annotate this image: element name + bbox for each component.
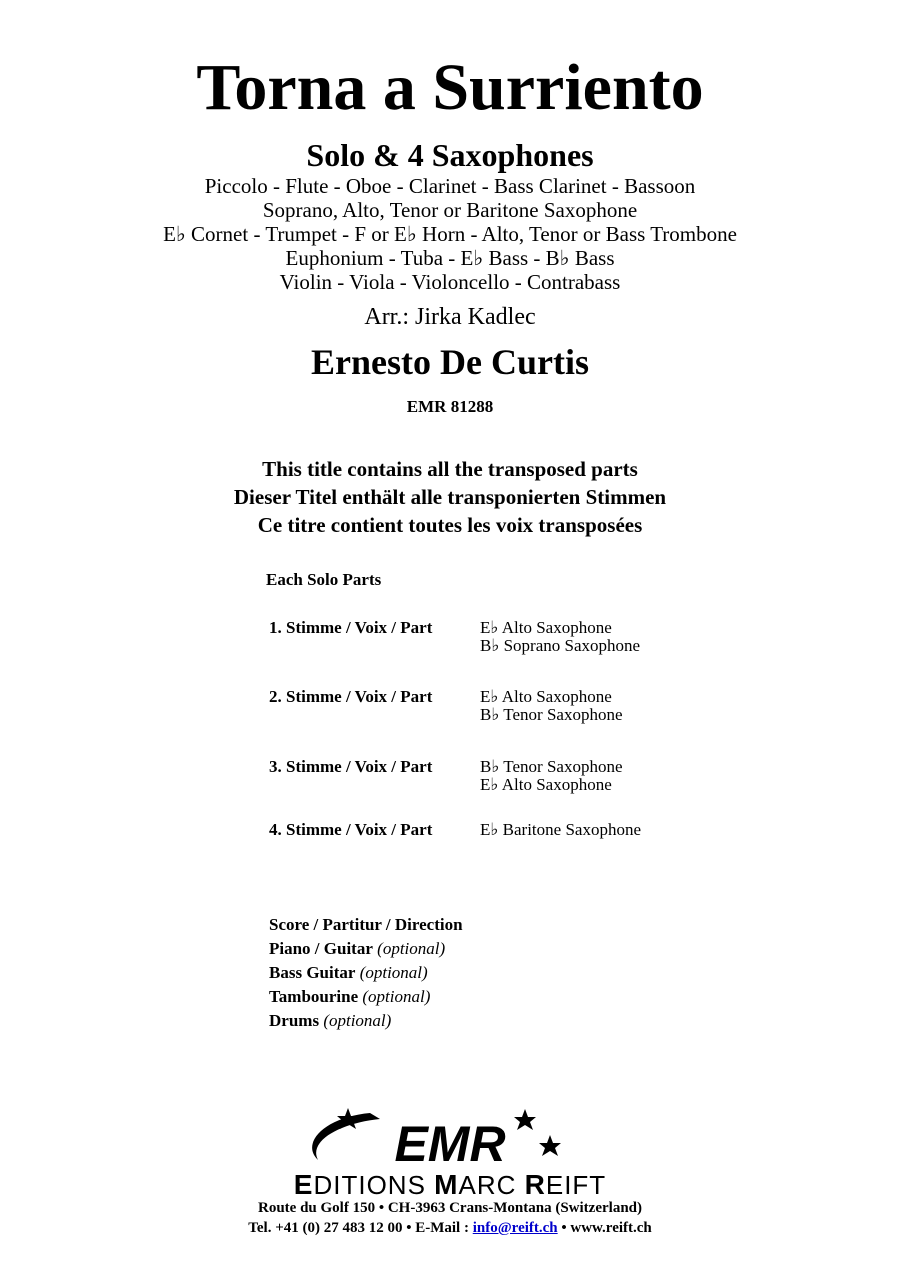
instrumentation-line: Violin - Viola - Violoncello - Contrabass: [279, 270, 621, 294]
part-label: 3. Stimme / Voix / Part: [269, 757, 433, 776]
part-label: 1. Stimme / Voix / Part: [269, 618, 433, 637]
extra-part-name: Bass Guitar: [269, 963, 356, 982]
instrumentation-line: E♭ Cornet - Trumpet - F or E♭ Horn - Alto, Tenor or Bass Trombone: [163, 222, 737, 246]
publisher-address: Route du Golf 150 • CH-3963 Crans-Montana (Switzerland): [258, 1200, 642, 1216]
emr-logo: [300, 1105, 600, 1171]
part-instrument: B♭ Soprano Saxophone: [480, 636, 641, 655]
extra-part-note: (optional): [362, 987, 431, 1006]
notice-line: This title contains all the transposed parts: [262, 457, 638, 481]
part-label: 4. Stimme / Voix / Part: [269, 820, 433, 839]
page-title: Torna a Surriento: [196, 51, 704, 124]
part-instrument: B♭ Tenor Saxophone: [480, 705, 623, 724]
part-instrument: E♭ Alto Saxophone: [480, 618, 612, 637]
extra-part: [269, 1009, 391, 1033]
extra-part-note: (optional): [359, 963, 428, 982]
notice-line: Dieser Titel enthält alle transponierten Stimmen: [233, 485, 667, 509]
extra-part-name: Tambourine: [269, 987, 359, 1006]
solo-parts-heading: Each Solo Parts: [266, 570, 382, 589]
instrumentation-line: Soprano, Alto, Tenor or Baritone Saxophone: [262, 198, 638, 222]
extra-part-note: (optional): [377, 939, 446, 958]
publisher-contact: Tel. +41 (0) 27 483 12 00 • E-Mail : info@reift.ch • www.reift.ch: [248, 1220, 652, 1236]
email-link[interactable]: info@reift.ch: [472, 1220, 558, 1236]
extra-part-name: Piano / Guitar: [269, 939, 373, 958]
arranger: Arr.: Jirka Kadlec: [364, 304, 536, 330]
notice-line: Ce titre contient toutes les voix transposées: [257, 513, 643, 537]
subtitle: Solo & 4 Saxophones: [306, 137, 594, 173]
extra-part: [269, 913, 463, 937]
logo-text: EMR: [394, 1116, 506, 1171]
publisher-name: EDITIONS MARC REIFT: [293, 1169, 607, 1200]
extra-part-name: Drums: [269, 1011, 320, 1030]
part-instrument: E♭ Alto Saxophone: [480, 687, 612, 706]
extra-part: [269, 961, 428, 985]
extra-part-note: (optional): [323, 1011, 392, 1030]
part-instrument: B♭ Tenor Saxophone: [480, 757, 623, 776]
extra-part: [269, 937, 445, 961]
part-instrument: E♭ Alto Saxophone: [480, 775, 612, 794]
instrumentation-line: Piccolo - Flute - Oboe - Clarinet - Bass Clarinet - Bassoon: [204, 174, 696, 198]
part-instrument: E♭ Baritone Saxophone: [480, 820, 641, 839]
composer: Ernesto De Curtis: [311, 342, 589, 382]
extra-part-name: Score / Partitur / Direction: [269, 915, 463, 934]
extra-part: [269, 985, 430, 1009]
instrumentation-line: Euphonium - Tuba - E♭ Bass - B♭ Bass: [285, 246, 615, 270]
catalog-number: EMR 81288: [406, 397, 494, 416]
part-label: 2. Stimme / Voix / Part: [269, 687, 433, 706]
